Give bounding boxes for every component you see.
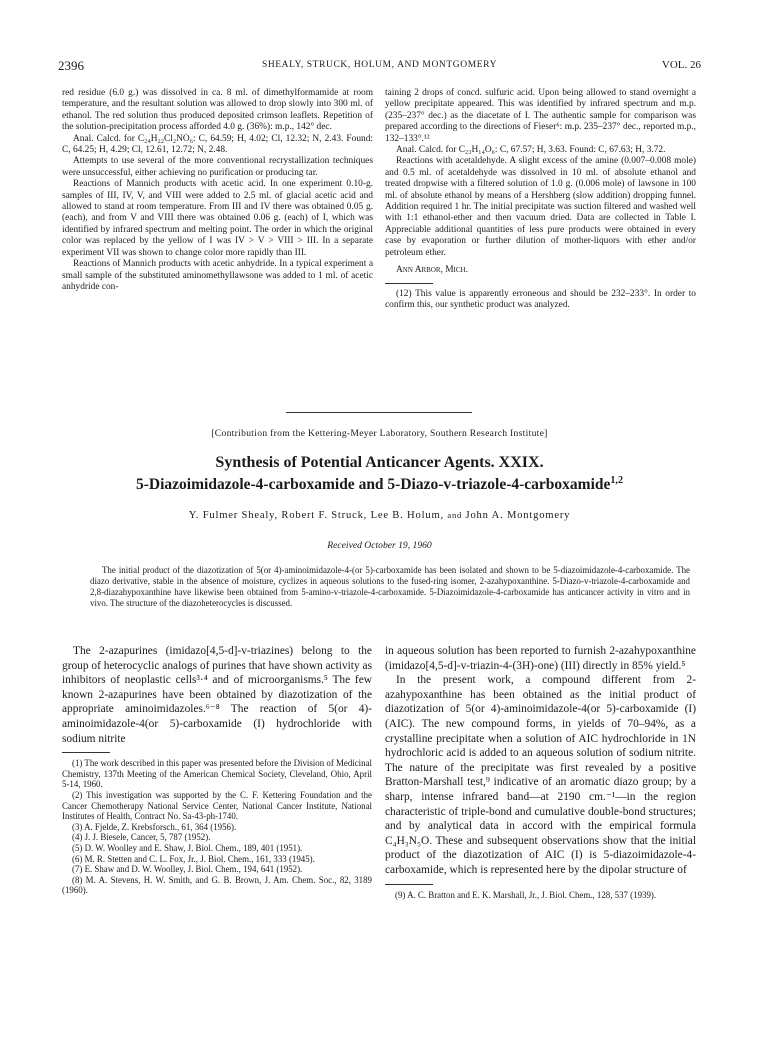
body-paragraph: In the present work, a compound different from 2-azahypoxanthine has been obtained as the initial product of diazotization of 5(or 4)-aminoimidazole-4(or 5)-carboxamide (I) (AIC). The new compound forms, in yields of 70–94%, as a crystalline precipitate when a solution of AIC hydrochloride in 1N hydrochloric acid is added to an aqueous solution of sodium nitrite. The nature of the precipitate was first revealed by a positive Bratton-Marshall test,⁹ indicative of an aromatic diazo group; by a sharp, intense infrared band—at 2190 cm.⁻¹—in the region characteristic of triple-bond and cumulative double-bond structures; and by analytical data in accord with the empirical formula C₄H₃N₅O. These and subsequent observations show that the initial product of the diazotization of AIC (I) is 5-diazoimidazole-4-carboxamide, which is represented here by the dipolar structure of — [385, 674, 696, 876]
analysis-paragraph: Anal. Calcd. for C₂₄H₂₂Cl₂NO₆: C, 64.59; H, 4.02; Cl, 12.32; N, 2.43. Found: C, 64.25; H, 4.29; Cl, 12.61, 12.72; N, 2.48. — [62, 133, 373, 156]
footnote: (4) J. J. Biesele, Cancer, 5, 787 (1952). — [72, 832, 211, 843]
footnote: (6) M. R. Stetten and C. L. Fox, Jr., J. Biol. Chem., 161, 333 (1945). — [72, 853, 315, 864]
authors-part-2: John A. Montgomery — [465, 510, 571, 521]
body-left-column — [62, 644, 372, 896]
footnote-divider — [62, 752, 110, 753]
page-number: 2396 — [58, 58, 84, 73]
footnote: (8) M. A. Stevens, H. W. Smith, and G. B. Brown, J. Am. Chem. Soc., 82, 3189 (1960). — [62, 874, 372, 896]
location-line: Ann Arbor, Mich. — [396, 265, 468, 276]
abstract — [90, 565, 690, 609]
analysis-paragraph: Anal. Calcd. for C₂₃H₁₄O₆: C, 67.57; H, 3.63. Found: C, 67.63; H, 3.72. — [396, 145, 666, 156]
footnote: (5) D. W. Woolley and E. Shaw, J. Biol. Chem., 189, 401 (1951). — [72, 842, 303, 853]
running-title: SHEALY, STRUCK, HOLUM, AND MONTGOMERY — [261, 60, 498, 70]
volume-label: VOL. 26 — [661, 59, 701, 71]
footnote: (3) A. Fjelde, Z. Krebsforsch., 61, 364 (1956). — [72, 821, 237, 832]
footnote-divider — [385, 884, 433, 885]
title-footnote-marks: 1,2 — [610, 474, 623, 486]
top-right-column — [385, 88, 696, 311]
footnote: (9) A. C. Bratton and E. K. Marshall, Jr., J. Biol. Chem., 128, 537 (1939). — [395, 889, 657, 900]
paragraph: Reactions with acetaldehyde. A slight excess of the amine (0.007–0.008 mole) and 0.5 ml. of acetaldehyde was dissolved in 10 ml. of absolute ethanol and treated dropwise with a filtered solution of 1.0 g. (0.006 mole) of lawsone in 100 ml. of absolute ethanol by means of a Hershberg (slow addition) dropping funnel. Addition required 1 hr. The initial precipitate was suction filtered and washed well with 1:1 ethanol-ether and then vacuum dried. Data are collected in Table I. Appreciable additional quantities of less pure products were obtained in every case by evaporation or further dilution of mother-liquors with ether and/or petroleum ether. — [385, 156, 696, 258]
footnote-divider — [385, 283, 433, 284]
article-title-text: 5-Diazoimidazole-4-carboxamide and 5-Diazo-v-triazole-4-carboxamide — [136, 476, 611, 493]
author-list — [0, 510, 759, 521]
footnote: (7) E. Shaw and D. W. Woolley, J. Biol. Chem., 194, 641 (1952). — [72, 864, 303, 875]
top-left-column — [62, 88, 373, 293]
footnote: (1) The work described in this paper was presented before the Division of Medicinal Chemistry, 137th Meeting of the American Chemical Society, Cleveland, Ohio, April 5-14, 1960. — [62, 758, 372, 790]
authors-and: and — [447, 510, 463, 520]
abstract-text: The initial product of the diazotization of 5(or 4)-aminoimidazole-4-(or 5)-carboxamide has been isolated and shown to be 5-diazoimidazole-4-carboxamide. The diazo derivative, stable in the absence of moisture, cyclizes in aqueous solutions to the fused-ring isomer, 2-azahypoxanthine. 5-Diazo-v-triazole-4-carboxamide and 2,8-diazahypoxanthine have likewise been obtained from 5-amino-v-triazole-4-carboxamide. 5-Diazoimidazole-4-carboxamide has anticancer activity in vitro and in vivo. The structure of the diazoheterocycles is discussed. — [90, 565, 690, 608]
article-title-line-2 — [0, 476, 759, 494]
article-title-line-1: Synthesis of Potential Anticancer Agents. XXIX. — [215, 454, 544, 471]
contribution-line: [Contribution from the Kettering-Meyer Laboratory, Southern Research Institute] — [211, 428, 548, 439]
authors-part-1: Y. Fulmer Shealy, Robert F. Struck, Lee B. Holum, — [188, 510, 444, 521]
footnotes-right — [385, 890, 696, 901]
running-header — [58, 58, 701, 74]
received-date: Received October 19, 1960 — [327, 540, 432, 551]
footnotes-left — [62, 758, 372, 896]
paragraph: red residue (6.0 g.) was dissolved in ca. 8 ml. of dimethylformamide at room temperature, and the resultant solution was allowed to drop slowly into 300 ml. of ethanol. The red solution thus produced deposited crimson leaflets. Repetition of the solution-precipitation process afforded 4.0 g. (36%): m.p., 142° dec. — [62, 88, 373, 133]
paragraph: Reactions of Mannich products with acetic anhydride. In a typical experiment a small sample of the substituted aminomethyllawsone was added to 1 ml. of acetic anhydride con- — [62, 259, 373, 292]
body-right-column — [385, 644, 696, 900]
footnote: (2) This investigation was supported by the C. F. Kettering Foundation and the Cancer Chemotherapy National Service Center, National Cancer Institute, National Institutes of Health, Contract No. Sa-43-ph-1740. — [62, 789, 372, 822]
body-paragraph: in aqueous solution has been reported to furnish 2-azahypoxanthine (imidazo[4,5-d]-v-triazin-4-(3H)-one) (III) directly in 85% yield.⁵ — [385, 645, 696, 672]
body-paragraph: The 2-azapurines (imidazo[4,5-d]-v-triazines) belong to the group of heterocyclic analogs of purines that have shown activity as inhibitors of neoplastic cells³·⁴ and of microorganisms.⁵ The few known 2-azapurines have been obtained by diazotization of the appropriate aminoimidazoles.⁶⁻⁸ The reaction of 5(or 4)-aminoimidazole-4(or 5)-carboxamide (I) hydrochloride with sodium nitrite — [62, 645, 372, 745]
article-divider — [286, 412, 472, 413]
paragraph: taining 2 drops of concd. sulfuric acid. Upon being allowed to stand overnight a yellow precipitate appeared. This was identified by infrared spectrum and m.p. (235–237° dec.) as the diacetate of I. The authentic sample for comparison was prepared according to the directions of Fieser⁶: m.p. 235–237° dec., reported m.p., 132–133°.¹² — [385, 88, 696, 144]
paragraph: Attempts to use several of the more conventional recrystallization techniques were unsuccessful, either achieving no purification or producing tar. — [62, 156, 373, 178]
footnote: (12) This value is apparently erroneous and should be 232–233°. In order to confirm this, our synthetic product was analyzed. — [385, 288, 696, 310]
paragraph: Reactions of Mannich products with acetic acid. In one experiment 0.10-g. samples of III, IV, V, and VIII were added to 2.5 ml. of glacial acetic acid and allowed to stand at room temperature. From III and IV there was obtained 0.05 g. (each), and from V and VIII there was obtained 0.06 g. (each) of I, which was identified by infrared spectrum and melting point. The order in which the original color was replaced by the yellow of I was IV > V > VIII > III. In a separate experiment VII was shown to change color more rapidly than III. — [62, 179, 373, 258]
